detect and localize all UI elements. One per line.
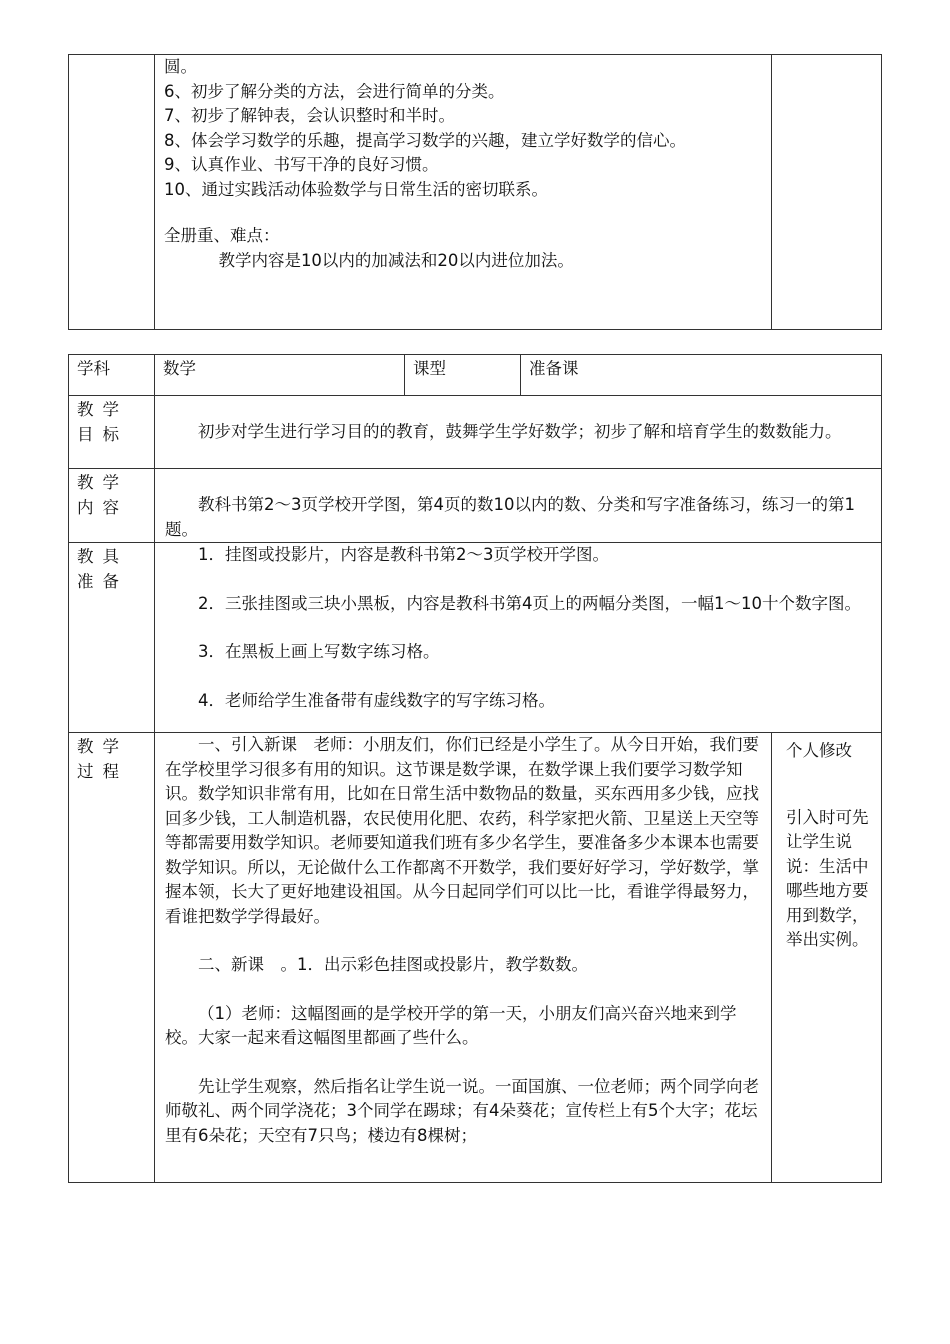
lesson-type-value: 准备课 [521, 355, 882, 396]
tools-item: 2．三张挂图或三块小黑板，内容是教科书第4页上的两幅分类图，一幅1～10十个数字图。 [198, 593, 861, 613]
process-paragraph: 先让学生观察，然后指名让学生说一说。一面国旗、一位老师；两个同学向老师敬礼、两个同学浇花；3个同学在踢球；有4朵葵花；宣传栏上有5个大字；花坛里有6朵花；天空有7只鸟；楼边有8棵树； [165, 1076, 759, 1145]
content-label: 教学内容 [69, 469, 155, 543]
objectives-table [68, 54, 882, 330]
lesson-plan-table [68, 354, 882, 1183]
objective-line: 圆。 [164, 57, 197, 76]
subject-label: 学科 [69, 355, 155, 396]
objective-line: 7、初步了解钟表，会认识整时和半时。 [164, 106, 455, 125]
tools-cell [155, 543, 882, 733]
process-paragraph: 一、引入新课 老师：小朋友们，你们已经是小学生了。从今日开始，我们要在学校里学习很多有用的知识。这节课是数学课，在数学课上我们要学习数学知识。数学知识非常有用，比如在日常生活中数物品的数量，买东西用多少钱，应找回多少钱，工人制造机器，农民使用化肥、农药，科学家把火箭、卫星送上天空等等都需要用数学知识。老师要知道我们班有多少名学生，要准备多少本课本也需要数学知识。所以，无论做什么工作都离不开数学，我们要好好学习，学好数学，掌握本领，长大了更好地建设祖国。从今日起同学们可以比一比，看谁学得最努力，看谁把数学学得最好。 [165, 735, 759, 926]
objective-line: 10、通过实践活动体验数学与日常生活的密切联系。 [164, 179, 548, 199]
tools-item: 4．老师给学生准备带有虚线数字的写字练习格。 [198, 690, 555, 710]
personal-notes-cell [772, 733, 882, 1183]
process-cell [155, 733, 772, 1183]
lesson-type-label: 课型 [405, 355, 521, 396]
content-cell [155, 469, 882, 543]
process-paragraph: （1）老师：这幅图画的是学校开学的第一天，小朋友们高兴奋兴地来到学校。大家一起来看这幅图里都画了些什么。 [165, 1003, 737, 1047]
personal-notes-title: 个人修改 [786, 741, 852, 760]
goals-text: 初步对学生进行学习目的的教育，鼓舞学生学好数学；初步了解和培育学生的数数能力。 [198, 422, 842, 441]
tools-label: 教具准备 [69, 543, 155, 733]
goals-cell [155, 396, 882, 469]
goals-label: 教学目标 [69, 396, 155, 469]
tools-item: 3．在黑板上画上写数字练习格。 [198, 642, 440, 661]
process-paragraph: 二、新课 。1．出示彩色挂图或投影片，教学数数。 [198, 955, 588, 974]
process-label: 教学过程 [69, 733, 155, 1183]
key-points-heading: 全册重、难点： [164, 226, 280, 245]
personal-notes-text: 引入时可先让学生说说：生活中哪些地方要用到数学，举出实例。 [786, 807, 869, 949]
tools-item: 1．挂图或投影片，内容是教科书第2～3页学校开学图。 [198, 545, 609, 564]
objectives-cell [155, 55, 772, 330]
objective-line: 6、初步了解分类的方法，会进行简单的分类。 [164, 81, 505, 101]
empty-side-cell [772, 55, 882, 330]
key-points-text: 教学内容是10以内的加减法和20以内进位加法。 [218, 250, 574, 270]
subject-value: 数学 [155, 355, 405, 396]
objective-line: 9、认真作业、书写干净的良好习惯。 [164, 155, 439, 174]
objective-line: 8、体会学习数学的乐趣，提高学习数学的兴趣，建立学好数学的信心。 [164, 130, 686, 150]
empty-label-cell [69, 55, 155, 330]
content-text: 教科书第2～3页学校开学图，第4页的数10以内的数、分类和写字准备练习，练习一的第1题。 [165, 495, 855, 539]
